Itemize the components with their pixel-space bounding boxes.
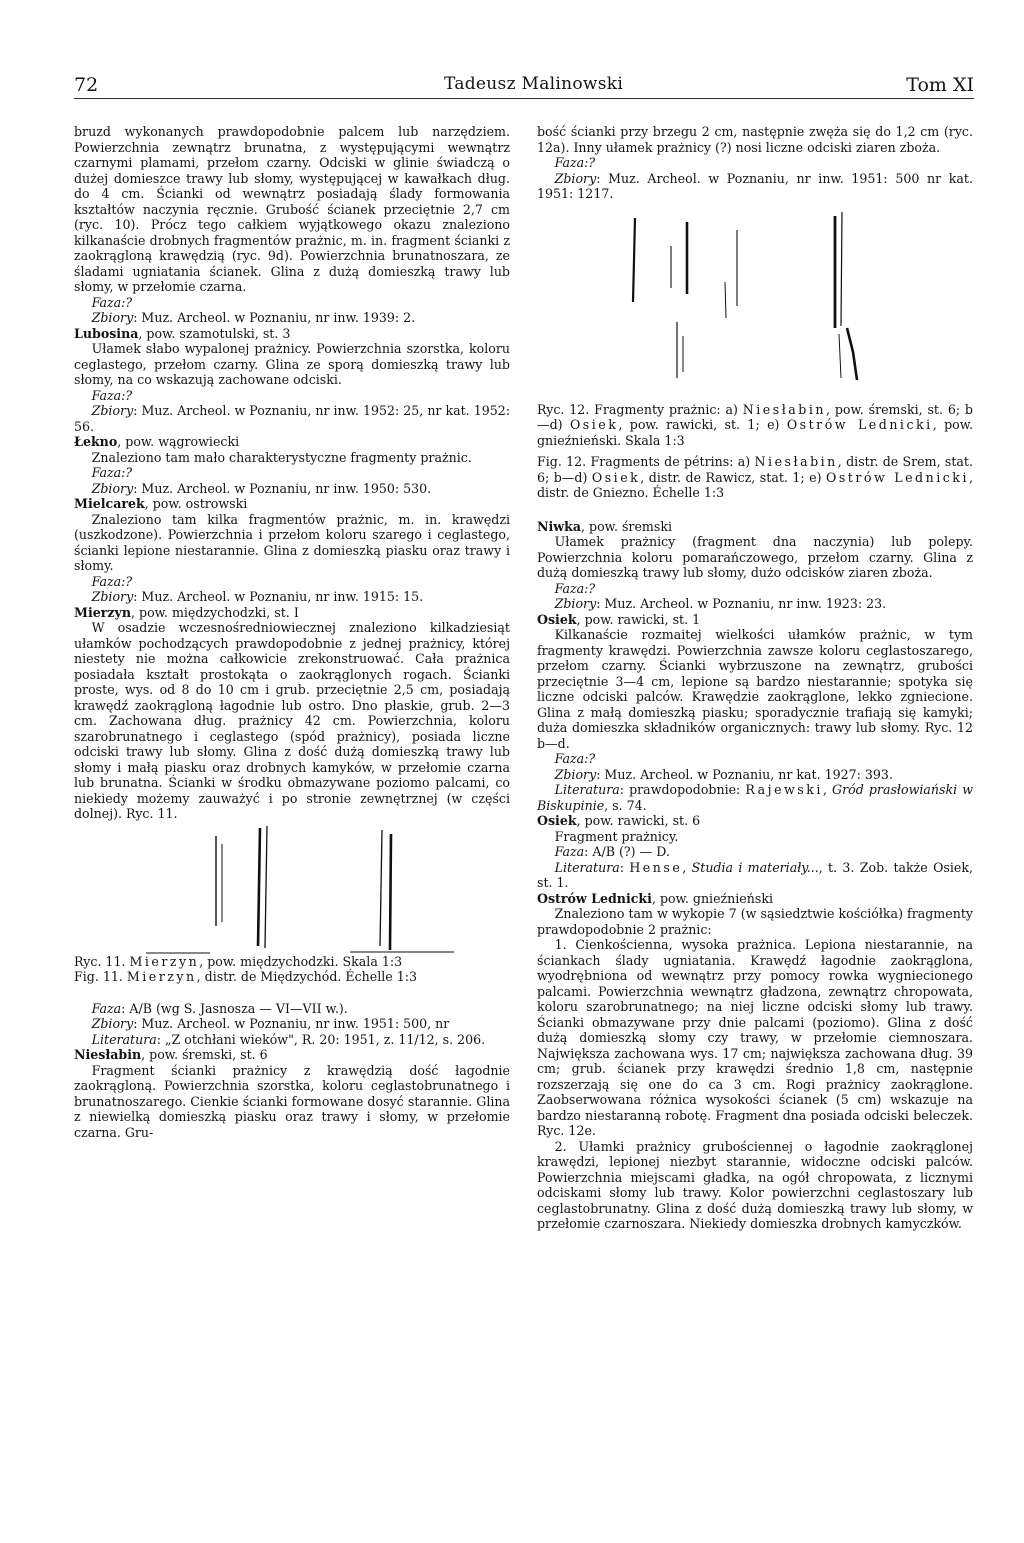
- caption-text: , distr. de Rawicz, stat. 1; e): [640, 469, 827, 485]
- caption-place: Niesłabin: [742, 401, 827, 417]
- caption-text: , pow. międzychodzki. Skala 1:3: [199, 953, 403, 969]
- body-paragraph: bruzd wykonanych prawdopodobnie palcem lub narzędziem. Powierzchnia zewnątrz brunatna, z występującymi wewnątrz czarnymi plamami, przełom czarny. Odciski w glinie świadczą o dużej domieszce trawy lub słomy, występującej w kawałkach dług. do 4 cm. Ścianki od wewnątrz posiadają ślady formowania kształtów naczynia ręcznie. Grubość ścianek przeciętnie 2,7 cm (ryc. 10). Prócz tego całkiem wyjątkowego okazu znaleziono kilkanaście drobnych fragmentów prażnic, m. in. fragment ścianki z zaokrągloną krawędzią (ryc. 9d). Powierzchnia brunatnoszara, ze śladami ugniatania ścianek. Glina z dużą domieszką trawy lub słomy, w przełomie czarna.: [74, 124, 510, 294]
- literatura-author: Hense: [629, 859, 683, 875]
- figure-12: [537, 202, 973, 402]
- body-paragraph: Znaleziono tam kilka fragmentów prażnic, m. in. krawędzi (uszkodzone). Powierzchnia i przełom koloru szarego i ceglastego, ścianki lepione niestarannie. Glina z domieszką piasku oraz trawy i słomy.: [74, 511, 510, 573]
- zbiory-line: [74, 589, 510, 605]
- fig12-stroke: [841, 212, 842, 326]
- faza-label: Faza: [554, 844, 585, 859]
- site-name: Łekno: [74, 434, 118, 449]
- site-heading: [74, 326, 510, 342]
- body-paragraph: 2. Ułamki prażnicy grubościennej o łagodnie zaokrąglonej krawędzi, lepionej niezbyt starannie, widoczne odciski palców. Powierzchnia miejscami gładka, na ogół chropowata, z licznymi odciskami słomy lub trawy. Kolor powierzchni ceglastoszary lub ceglastobrunatny. Glina z dość dużą domieszką trawy lub słomy, w przełomie czarnoszara. Niekiedy domieszka drobnych kamyczków.: [537, 1138, 973, 1231]
- zbiory-text: : Muz. Archeol. w Poznaniu, nr kat. 1927: 393.: [596, 766, 893, 782]
- site-heading: [74, 434, 510, 450]
- fig12-stroke: [633, 218, 635, 302]
- caption-place: Osiek: [569, 417, 619, 432]
- zbiory-label: Zbiory: [91, 310, 134, 325]
- site-location: , pow. śremski: [581, 518, 672, 534]
- caption-place: Niesłabin: [754, 454, 838, 469]
- literatura-text: : prawdopodobnie:: [619, 782, 746, 797]
- caption-place: Mierzyn: [129, 953, 200, 969]
- site-name: Niesłabin: [74, 1047, 142, 1062]
- body-paragraph: 1. Cienkościenna, wysoka prażnica. Lepiona niestarannie, na ściankach ślady ugniatania. Krawędź łagodnie zaokrąglona, wyodrębniona od wewnątrz przy pomocy rowka wygniecionego palcami. Powierzchnia wewnątrz gładzona, zewnątrz chropowata, koloru szarobrunatnego; na niej liczne odciski słomy lub trawy. Ścianki obmazywane przy dnie palcami (poziomo). Glina z dość dużą domieszką słomy czy trawy, w przełomie ciemnoszara. Największa zachowana wys. 17 cm; największa zachowana dług. 39 cm; grub. ścianek przy krawędzi średnio 1,8 cm, następnie rozszerzają się one do ca 3 cm. Rogi prażnicy zaokrąglone. Zaobserwowana różnica wysokości ścianek (5 cm) wskazuje na bardzo niestaranną robotę. Fragment dna posiada odciski beleczek. Ryc. 12e.: [537, 937, 973, 1138]
- zbiory-text: : Muz. Archeol. w Poznaniu, nr inw. 1923: 23.: [596, 596, 887, 611]
- site-name: Osiek: [537, 813, 577, 828]
- faza-line: Faza:?: [91, 465, 133, 480]
- site-location: , pow. rawicki, st. 1: [576, 611, 701, 627]
- caption-text: Fig. 11.: [74, 969, 127, 984]
- site-heading: [537, 813, 973, 829]
- running-author: Tadeusz Malinowski: [444, 74, 624, 94]
- site-heading: [537, 891, 973, 907]
- faza-line: Faza:?: [91, 387, 133, 403]
- zbiory-text: : Muz. Archeol. w Poznaniu, nr inw. 1951: 500, nr: [133, 1016, 450, 1031]
- header-rule: [74, 98, 974, 99]
- site-location: , pow. gnieźnieński: [651, 890, 773, 906]
- literatura-line: [537, 860, 973, 891]
- figure-11: [74, 822, 510, 954]
- literatura-author: Rajewski: [745, 782, 823, 797]
- zbiory-label: Zbiory: [91, 480, 134, 496]
- body-paragraph: bość ścianki przy brzegu 2 cm, następnie zwęża się do 1,2 cm (ryc. 12a). Inny ułamek prażnicy (?) nosi liczne odciski ziaren zboża.: [537, 124, 973, 155]
- faza-line: Faza:?: [554, 580, 596, 596]
- faza-label: Faza: [91, 1000, 122, 1016]
- site-name: Lubosina: [74, 325, 139, 341]
- site-location: , pow. wągrowiecki: [117, 434, 240, 449]
- caption-ryc-11: [74, 954, 510, 970]
- faza-line: Faza:?: [554, 751, 596, 766]
- caption-text: , distr. de Srem, stat. 6; b—d): [537, 454, 973, 485]
- caption-fig-12: [537, 454, 973, 501]
- running-header: [74, 74, 974, 100]
- literatura-text: , s. 74.: [604, 797, 647, 813]
- caption-text: , pow. śremski, st. 6; b—d): [537, 401, 973, 432]
- literatura-label: Literatura: [554, 782, 620, 797]
- site-name: Ostrów Lednicki: [537, 890, 652, 906]
- body-paragraph: Kilkanaście rozmaitej wielkości ułamków prażnic, w tym fragmenty krawędzi. Powierzchnia zawsze koloru ceglastoszarego, przełom czarny. Ścianki wybrzuszone na zewnątrz, grubości przeciętnie 3—4 cm, lepione są bardzo niestarannie; spotyka się liczne odciski palców. Krawędzie zaokrąglone, lekko zgniecione. Glina z małą domieszką piasku; sporadycznie trafiają się kamyki; duża domieszka składników organicznych: trawy lub słomy. Ryc. 12 b—d.: [537, 627, 973, 751]
- fig11-stroke: [258, 828, 260, 946]
- volume-label: Tom XI: [906, 74, 974, 96]
- fig12-stroke: [839, 334, 841, 378]
- faza-line: Faza:?: [91, 294, 133, 310]
- zbiory-line: [74, 481, 510, 497]
- fig11-stroke: [390, 834, 391, 950]
- zbiory-label: Zbiory: [91, 403, 134, 418]
- caption-text: , pow. rawicki, st. 1; e): [618, 417, 787, 432]
- literatura-work: Gród prasłowiański w Biskupinie: [537, 782, 973, 813]
- faza-line: Faza:?: [91, 573, 133, 589]
- faza-text: : A/B (?) — D.: [584, 844, 670, 859]
- faza-line: [74, 1001, 510, 1017]
- site-heading: [74, 605, 510, 621]
- fig11-stroke: [265, 826, 267, 948]
- faza-line: [537, 844, 973, 860]
- caption-text: Fig. 12. Fragments de pétrins: a): [537, 454, 755, 469]
- fig12-stroke: [725, 282, 726, 318]
- zbiory-text: : Muz. Archeol. w Poznaniu, nr inw. 1951: 500 nr kat. 1951: 1217.: [537, 170, 973, 201]
- literatura-text: ,: [682, 859, 692, 875]
- right-column: [537, 124, 973, 1232]
- caption-text: , pow. gnieźnieński. Skala 1:3: [537, 417, 974, 448]
- zbiory-line: [537, 171, 973, 202]
- site-location: , pow. ostrowski: [144, 496, 248, 511]
- site-heading: [537, 612, 973, 628]
- site-heading: [74, 1047, 510, 1063]
- caption-fig-11: [74, 969, 510, 985]
- body-paragraph: Znaleziono tam mało charakterystyczne fragmenty prażnic.: [91, 449, 472, 465]
- faza-line: Faza:?: [554, 155, 596, 170]
- literatura-text: ,: [822, 782, 833, 797]
- caption-place: Osiek: [591, 469, 641, 485]
- zbiory-text: : Muz. Archeol. w Poznaniu, nr inw. 1939: 2.: [133, 310, 416, 325]
- literatura-line: [74, 1032, 510, 1048]
- site-name: Mielcarek: [74, 496, 145, 511]
- literatura-text: :: [619, 859, 630, 875]
- zbiory-line: [74, 310, 510, 326]
- literatura-line: [537, 782, 973, 813]
- zbiory-label: Zbiory: [554, 596, 597, 611]
- fig11-stroke: [380, 830, 382, 946]
- zbiory-line: [74, 403, 510, 434]
- zbiory-text: : Muz. Archeol. w Poznaniu, nr inw. 1952: 25, nr kat. 1952: 56.: [74, 403, 510, 434]
- site-location: , pow. śremski, st. 6: [141, 1047, 268, 1062]
- body-paragraph: Ułamek słabo wypalonej prażnicy. Powierzchnia szorstka, koloru ceglastego, przełom czarny. Glina ze sporą domieszką trawy lub słomy, na co wskazują zachowane odciski.: [74, 341, 510, 387]
- zbiory-text: : Muz. Archeol. w Poznaniu, nr inw. 1915: 15.: [133, 589, 424, 604]
- site-name: Osiek: [537, 611, 577, 627]
- caption-text: , distr. de Gniezno. Échelle 1:3: [537, 469, 973, 500]
- literatura-label: Literatura: [554, 859, 620, 875]
- body-paragraph: Ułamek prażnicy (fragment dna naczynia) lub polepy. Powierzchnia koloru pomarańczowego, przełom czarny. Glina z dużą domieszką trawy lub słomy, dużo odcisków ziaren zboża.: [537, 534, 973, 580]
- site-name: Mierzyn: [74, 604, 131, 620]
- left-column: [74, 124, 510, 1140]
- caption-text: , distr. de Międzychód. Échelle 1:3: [196, 969, 418, 984]
- body-paragraph: W osadzie wczesnośredniowiecznej znaleziono kilkadziesiąt ułamków pochodzących prawdopodobnie z jednej prażnicy, której niestety nie można całkowicie zrekonstruować. Cała prażnica posiadała kształt prostokąta o zaokrąglonych rogach. Ścianki proste, wys. od 8 do 10 cm i grub. przeciętnie 2,5 cm, posiadają krawędź zaokrągloną łagodnie lub ostro. Dno płaskie, grub. 2—3 cm. Zachowana dług. prażnicy 42 cm. Powierzchnia, koloru szarobrunatnego i ceglastego (spód prażnicy), posiada liczne odciski trawy lub słomy. Glina z dość dużą domieszką trawy lub słomy i małą piasku oraz drobnych kamyków, w przełomie czarna lub brunatna. Ścianki w środku obmazywane poziomo palcami, co niekiedy możemy zauważyć i po stronie zewnętrznej (w części dolnej). Ryc. 11.: [74, 620, 510, 821]
- faza-text: : A/B (wg S. Jasnosza — VI—VII w.).: [121, 1000, 348, 1016]
- caption-place: Ostrów Lednicki: [786, 417, 933, 432]
- site-name: Niwka: [537, 518, 582, 534]
- figure-11-drawing: [74, 822, 510, 954]
- caption-text: Ryc. 12. Fragmenty prażnic: a): [537, 401, 743, 417]
- literatura-text: : „Z otchłani wieków", R. 20: 1951, z. 11/12, s. 206.: [156, 1031, 486, 1047]
- zbiory-label: Zbiory: [91, 589, 134, 604]
- zbiory-line: [74, 1016, 510, 1032]
- zbiory-label: Zbiory: [91, 1016, 134, 1031]
- caption-text: Ryc. 11.: [74, 953, 130, 969]
- site-location: , pow. międzychodzki, st. I: [131, 604, 299, 620]
- zbiory-text: : Muz. Archeol. w Poznaniu, nr inw. 1950: 530.: [133, 480, 432, 496]
- caption-place: Ostrów Lednicki: [826, 469, 969, 485]
- zbiory-label: Zbiory: [554, 766, 597, 782]
- fig12-stroke: [847, 328, 857, 380]
- site-heading: [537, 519, 973, 535]
- page-number: 72: [74, 74, 99, 96]
- caption-ryc-12: [537, 402, 973, 449]
- body-paragraph: Znaleziono tam w wykopie 7 (w sąsiedztwie kościółka) fragmenty prawdopodobnie 2 prażnic:: [537, 906, 973, 937]
- zbiory-label: Zbiory: [554, 170, 597, 186]
- literatura-label: Literatura: [91, 1031, 157, 1047]
- zbiory-line: [537, 767, 973, 783]
- site-location: , pow. szamotulski, st. 3: [138, 325, 291, 341]
- zbiory-line: [537, 596, 973, 612]
- figure-12-drawing: [537, 202, 973, 402]
- literatura-work: Studia i materiały...: [691, 859, 819, 875]
- caption-place: Mierzyn: [126, 969, 197, 984]
- site-location: , pow. rawicki, st. 6: [576, 813, 701, 828]
- site-heading: [74, 496, 510, 512]
- body-paragraph: Fragment ścianki prażnicy z krawędzią dość łagodnie zaokrągloną. Powierzchnia szorstka, koloru ceglastobrunatnego i brunatnoszarego. Cienkie ścianki formowane dosyć starannie. Glina z niewielką domieszką piasku oraz trawy i słomy, w przełomie czarna. Gru-: [74, 1062, 510, 1140]
- body-paragraph: Fragment prażnicy.: [554, 828, 679, 844]
- literatura-text: , t. 3. Zob. także Osiek, st. 1.: [537, 859, 973, 890]
